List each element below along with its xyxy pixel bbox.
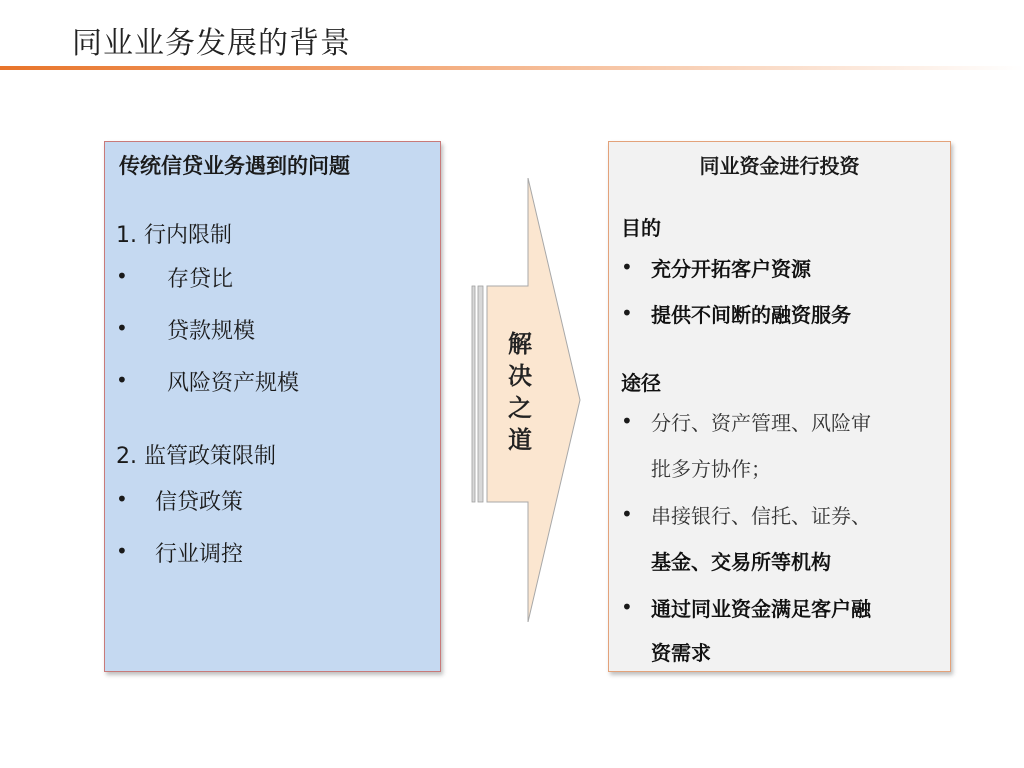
route-title: 途径 — [621, 371, 661, 395]
arrow-label-char: 解 — [508, 330, 532, 358]
title-underline — [0, 66, 1024, 70]
bullet-dot: • — [621, 595, 633, 619]
arrow-label-char: 道 — [508, 426, 532, 454]
list-item: 信贷政策 — [155, 490, 244, 515]
bullet-dot: • — [116, 368, 128, 392]
arrow-stripe — [478, 286, 483, 502]
section-1-title: 1. 行内限制 — [116, 223, 232, 248]
bullet-dot: • — [116, 316, 128, 340]
list-item: 分行、资产管理、风险审 — [651, 411, 871, 435]
bullet-dot: • — [116, 539, 128, 563]
bullet-dot: • — [621, 255, 633, 279]
bullet-dot: • — [116, 264, 128, 288]
bullet-dot: • — [116, 487, 128, 511]
arrow-label-char: 之 — [508, 394, 532, 422]
list-item-continuation: 批多方协作； — [651, 457, 771, 481]
arrow-label — [500, 328, 540, 456]
purpose-title: 目的 — [621, 216, 661, 240]
bullet-dot: • — [621, 502, 633, 526]
list-item: 提供不间断的融资服务 — [651, 303, 851, 327]
right-panel-header: 同业资金进行投资 — [699, 154, 860, 178]
slide-title: 同业业务发展的背景 — [72, 26, 351, 61]
bullet-dot: • — [621, 301, 633, 325]
arrow-label-char: 决 — [508, 362, 532, 390]
list-item-continuation: 资需求 — [651, 641, 711, 665]
list-item: 串接银行、信托、证券、 — [651, 504, 871, 528]
bullet-dot: • — [621, 409, 633, 433]
right-panel — [608, 141, 951, 672]
list-item: 风险资产规模 — [167, 371, 300, 396]
list-item-continuation: 基金、交易所等机构 — [651, 550, 831, 574]
list-item: 贷款规模 — [167, 319, 256, 344]
left-panel — [104, 141, 441, 672]
list-item: 行业调控 — [155, 542, 244, 567]
arrow-stripe — [472, 286, 475, 502]
list-item: 充分开拓客户资源 — [651, 257, 811, 281]
section-2-title: 2. 监管政策限制 — [116, 444, 276, 469]
left-panel-header: 传统信贷业务遇到的问题 — [119, 154, 350, 178]
list-item: 存贷比 — [167, 267, 234, 292]
list-item: 通过同业资金满足客户融 — [651, 597, 871, 621]
